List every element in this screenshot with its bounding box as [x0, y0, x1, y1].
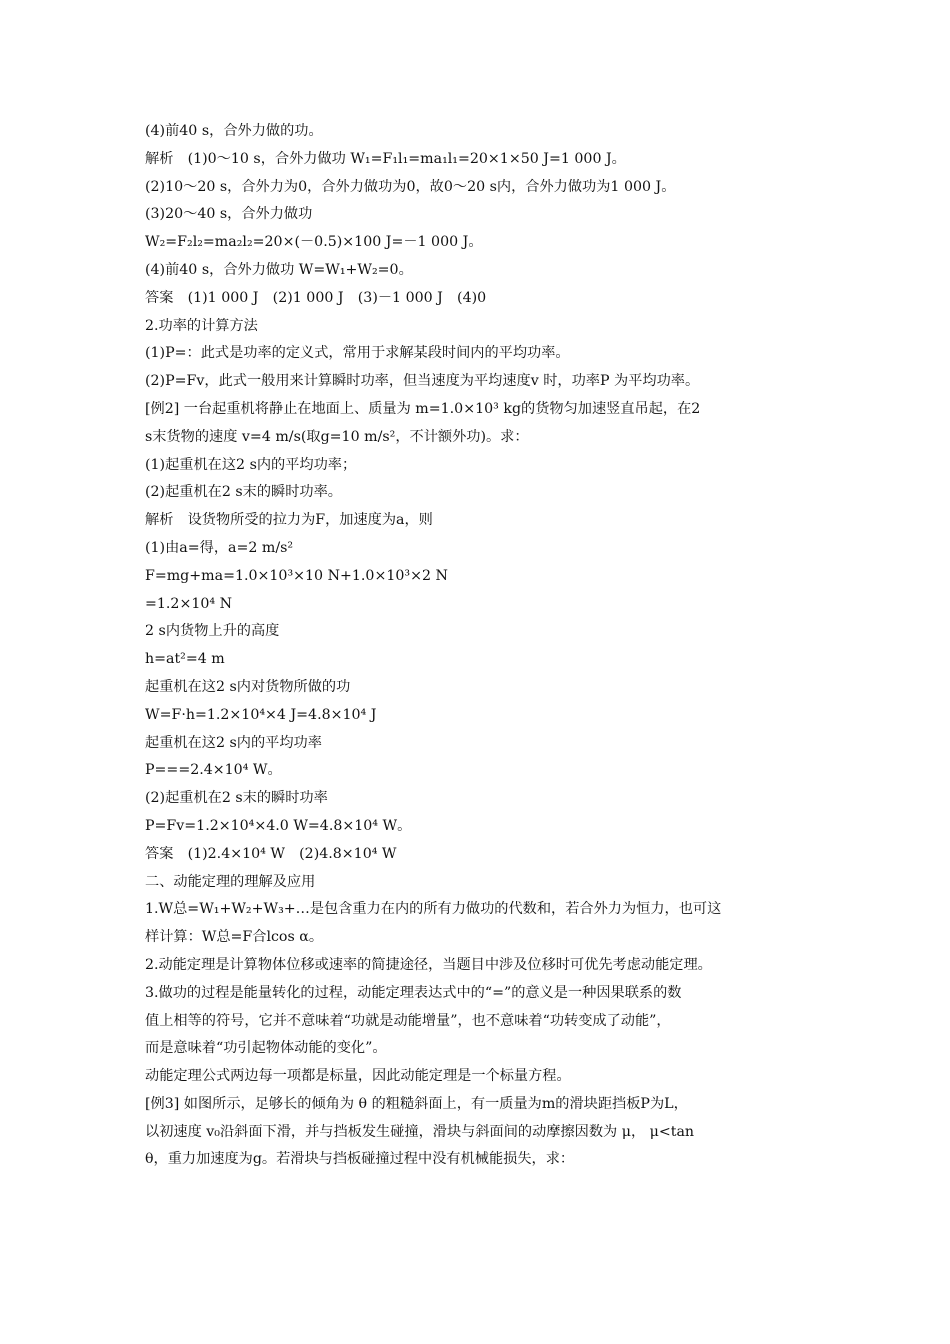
text-line: 解析 (1)0～10 s，合外力做功 W₁=F₁l₁=ma₁l₁=20×1×50 J=1 000 J。 — [145, 150, 626, 167]
text-line: 1.W总=W₁+W₂+W₃+…是包含重力在内的所有力做功的代数和，若合外力为恒力，也可这 — [145, 901, 722, 918]
text-line: s末货物的速度 v=4 m/s(取g=10 m/s²，不计额外功)。求： — [145, 428, 529, 445]
section-heading: 2.功率的计算方法 — [145, 317, 258, 334]
text-line: (1)起重机在这2 s内的平均功率； — [145, 456, 357, 473]
text-line: P=Fv=1.2×10⁴×4.0 W=4.8×10⁴ W。 — [145, 817, 412, 834]
text-line: (2)起重机在2 s末的瞬时功率 — [145, 790, 328, 807]
text-line: θ，重力加速度为g。若滑块与挡板碰撞过程中没有机械能损失，求： — [145, 1151, 575, 1168]
text-line: 起重机在这2 s内的平均功率 — [145, 734, 322, 751]
text-line: F=mg+ma=1.0×10³×10 N+1.0×10³×2 N — [145, 567, 448, 584]
text-line: 3.做功的过程是能量转化的过程，动能定理表达式中的“=”的意义是一种因果联系的数 — [145, 984, 682, 1001]
text-line: (1)由a=得，a=2 m/s² — [145, 539, 294, 556]
text-line: 值上相等的符号，它并不意味着“功就是动能增量”，也不意味着“功转变成了动能”， — [145, 1012, 671, 1029]
text-line: (3)20～40 s，合外力做功 — [145, 206, 313, 223]
section-heading: 二、动能定理的理解及应用 — [145, 873, 316, 890]
text-line: h=at²=4 m — [145, 651, 225, 668]
text-line: W₂=F₂l₂=ma₂l₂=20×(－0.5)×100 J=－1 000 J。 — [145, 234, 483, 251]
text-line: (2)10～20 s，合外力为0，合外力做功为0，故0～20 s内，合外力做功为1 000 J。 — [145, 178, 676, 195]
text-line: 2 s内货物上升的高度 — [145, 623, 280, 640]
text-line: 起重机在这2 s内对货物所做的功 — [145, 678, 351, 695]
text-line: 2.动能定理是计算物体位移或速率的简捷途径，当题目中涉及位移时可优先考虑动能定理。 — [145, 956, 712, 973]
text-line: 以初速度 v₀沿斜面下滑，并与挡板发生碰撞，滑块与斜面间的动摩擦因数为 μ， μ<tan — [145, 1123, 695, 1140]
text-line: P===2.4×10⁴ W。 — [145, 762, 282, 779]
text-line: (2)起重机在2 s末的瞬时功率。 — [145, 484, 342, 501]
text-line: 而是意味着“功引起物体动能的变化”。 — [145, 1040, 387, 1057]
text-line: [例3] 如图所示，足够长的倾角为 θ 的粗糙斜面上，有一质量为m的滑块距挡板P为L， — [145, 1095, 688, 1112]
text-line: W=F·h=1.2×10⁴×4 J=4.8×10⁴ J — [145, 706, 377, 723]
text-line: (2)P=Fv，此式一般用来计算瞬时功率，但当速度为平均速度v 时，功率P 为平均功率。 — [145, 373, 700, 390]
document-body — [145, 118, 815, 1174]
text-line: 样计算：W总=F合lcos α。 — [145, 929, 324, 946]
text-line: (4)前40 s，合外力做功 W=W₁+W₂=0。 — [145, 261, 413, 278]
text-line: (1)P=：此式是功率的定义式，常用于求解某段时间内的平均功率。 — [145, 345, 570, 362]
text-line: [例2] 一台起重机将静止在地面上、质量为 m=1.0×10³ kg的货物匀加速竖直吊起，在2 — [145, 400, 701, 417]
text-line: =1.2×10⁴ N — [145, 595, 233, 612]
text-line: (4)前40 s，合外力做的功。 — [145, 123, 323, 139]
text-line: 解析 设货物所受的拉力为F，加速度为a，则 — [145, 512, 433, 529]
text-line: 答案 (1)1 000 J (2)1 000 J (3)－1 000 J (4)0 — [145, 289, 487, 306]
text-line: 答案 (1)2.4×10⁴ W (2)4.8×10⁴ W — [145, 845, 397, 862]
text-line: 动能定理公式两边每一项都是标量，因此动能定理是一个标量方程。 — [145, 1068, 571, 1085]
